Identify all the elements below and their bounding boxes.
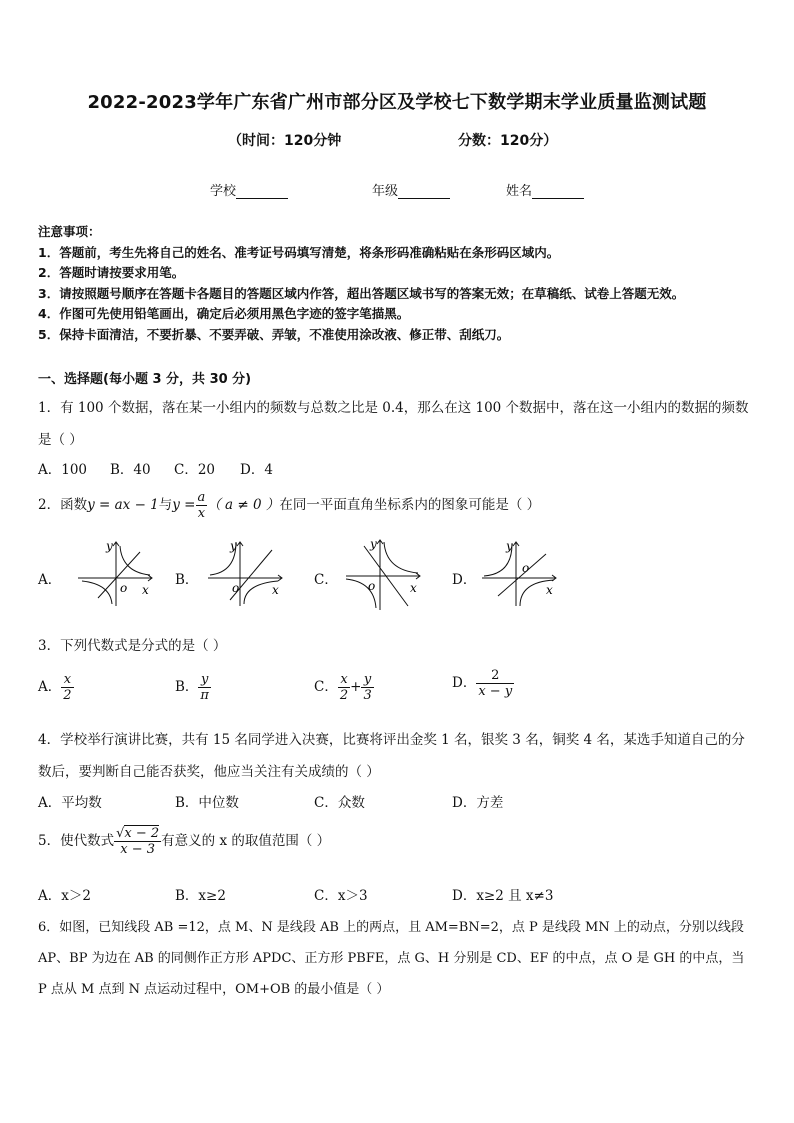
svg-text:o: o (120, 581, 128, 595)
q5-fraction: $\frac{√x - 2}{x - 3}$ (116, 826, 160, 857)
q2-option-d[interactable]: D． (452, 572, 477, 588)
q4-option-d[interactable]: D．方差 (452, 795, 504, 811)
school-field[interactable] (210, 180, 288, 199)
q2-mid: 与 (158, 497, 173, 513)
q1-option-b[interactable]: B．40 (110, 462, 151, 478)
svg-text:x: x (142, 583, 149, 597)
name-label: 姓名 (506, 184, 533, 199)
svg-text:y: y (230, 539, 237, 553)
q5-suffix: 有意义的 x 的取值范围（ ） (161, 833, 331, 849)
q5-option-b[interactable]: B．x≥2 (175, 888, 226, 904)
grade-label: 年级 (372, 184, 399, 199)
q2-option-b[interactable]: B． (175, 572, 199, 588)
q4-option-a[interactable]: A．平均数 (38, 795, 102, 811)
svg-text:o: o (368, 579, 376, 593)
q2-func1: y = ax − 1 (87, 497, 159, 513)
q2-graph-c (344, 536, 424, 616)
notice-item: 1．答题前，考生先将自己的姓名、准考证号码填写清楚，将条形码准确粘贴在条形码区域内。 (38, 244, 560, 260)
notice-item: 4．作图可先使用铅笔画出，确定后必须用黑色字迹的签字笔描黑。 (38, 306, 410, 321)
school-label: 学校 (210, 184, 237, 199)
q2-yeq: y = (172, 497, 196, 513)
q5-option-d[interactable]: D．x≥2 且 x≠3 (452, 888, 554, 904)
svg-text:y: y (370, 537, 377, 551)
q2-prefix: 2．函数 (38, 497, 88, 513)
q3-option-d[interactable]: D． $\frac{2}{x - y}$ (452, 668, 513, 699)
q1-option-c[interactable]: C．20 (174, 462, 216, 478)
question-4-line1: 4．学校举行演讲比赛，共有 15 名同学进入决赛，比赛将评出金奖 1 名，银奖 3 名，铜奖 4 名，某选手知道自己的分 (38, 732, 745, 748)
name-field[interactable] (506, 180, 584, 199)
svg-text:x: x (410, 581, 417, 595)
q1-option-a[interactable]: A．100 (38, 462, 88, 478)
notice-item: 5．保持卡面清洁，不要折暴、不要弄破、弄皱，不准使用涂改液、修正带、刮纸刀。 (38, 326, 510, 342)
q2-option-c[interactable]: C． (314, 572, 338, 588)
time-label: （时间：120分钟 (228, 133, 342, 149)
q5-option-c[interactable]: C．x＞3 (314, 888, 368, 904)
svg-text:y: y (506, 539, 513, 553)
q2-fraction: $\frac{a}{x}$ (197, 490, 206, 521)
notice-item: 2．答题时请按要求用笔。 (38, 265, 185, 280)
svg-text:x: x (272, 583, 279, 597)
question-1-line2: 是（ ） (38, 432, 83, 448)
svg-text:o: o (522, 561, 530, 575)
notice-block (38, 222, 684, 345)
question-6-line2: AP、BP 为边在 AB 的同侧作正方形 APDC、正方形 PBFE，点 G、H 分别是 CD、EF 的中点，点 O 是 GH 的中点，当 (38, 951, 745, 966)
score-label: 分数：120分） (458, 133, 558, 149)
svg-text:o: o (232, 581, 240, 595)
notice-heading: 注意事项： (38, 224, 101, 239)
section-heading: 一、选择题(每小题 3 分，共 30 分) (38, 372, 252, 387)
question-2 (38, 490, 540, 521)
notice-item: 3．请按照题号顺序在答题卡各题目的答题区域内作答，超出答题区域书写的答案无效；在草稿纸、试卷上答题无效。 (38, 285, 685, 301)
page-title: 2022-2023学年广东省广州市部分区及学校七下数学期末学业质量监测试题 (87, 92, 707, 113)
q2-cond: （ a ≠ 0 ） (207, 497, 280, 513)
q5-prefix: 5．使代数式 (38, 833, 115, 849)
question-6-line3: P 点从 M 点到 N 点运动过程中，OM+OB 的最小值是（ ） (38, 982, 390, 997)
q3-option-a[interactable]: A． $\frac{x}{2}$ (38, 672, 72, 703)
question-4-line2: 数后，要判断自己能否获奖，他应当关注有关成绩的（ ） (38, 764, 380, 780)
q3-option-c[interactable]: C． $\frac{x}{2}$ + $\frac{y}{3}$ (314, 672, 372, 703)
question-1-line1: 1．有 100 个数据，落在某一小组内的频数与总数之比是 0.4，那么在这 100 个数据中，落在这一小组内的数据的频数 (38, 400, 749, 416)
q3-option-b[interactable]: B． $\frac{y}{\pi}$ (175, 672, 209, 703)
svg-text:x: x (546, 583, 553, 597)
q4-option-c[interactable]: C．众数 (314, 795, 365, 811)
q2-graph-b (206, 536, 286, 608)
q1-option-d[interactable]: D．4 (240, 462, 273, 478)
question-5 (38, 826, 330, 857)
question-3: 3．下列代数式是分式的是（ ） (38, 638, 227, 654)
question-6-line1: 6．如图，已知线段 AB =12，点 M、N 是线段 AB 上的两点，且 AM=BN=2，点 P 是线段 MN 上的动点，分别以线段 (38, 920, 744, 935)
q2-graph-d (480, 536, 560, 608)
q4-option-b[interactable]: B．中位数 (175, 795, 239, 811)
q2-option-a[interactable]: A． (38, 572, 62, 588)
q2-suffix: 在同一平面直角坐标系内的图象可能是（ ） (279, 497, 541, 513)
svg-text:y: y (106, 539, 113, 553)
q2-graph-a (76, 536, 156, 608)
grade-field[interactable] (372, 180, 450, 199)
q5-option-a[interactable]: A．x＞2 (38, 888, 91, 904)
